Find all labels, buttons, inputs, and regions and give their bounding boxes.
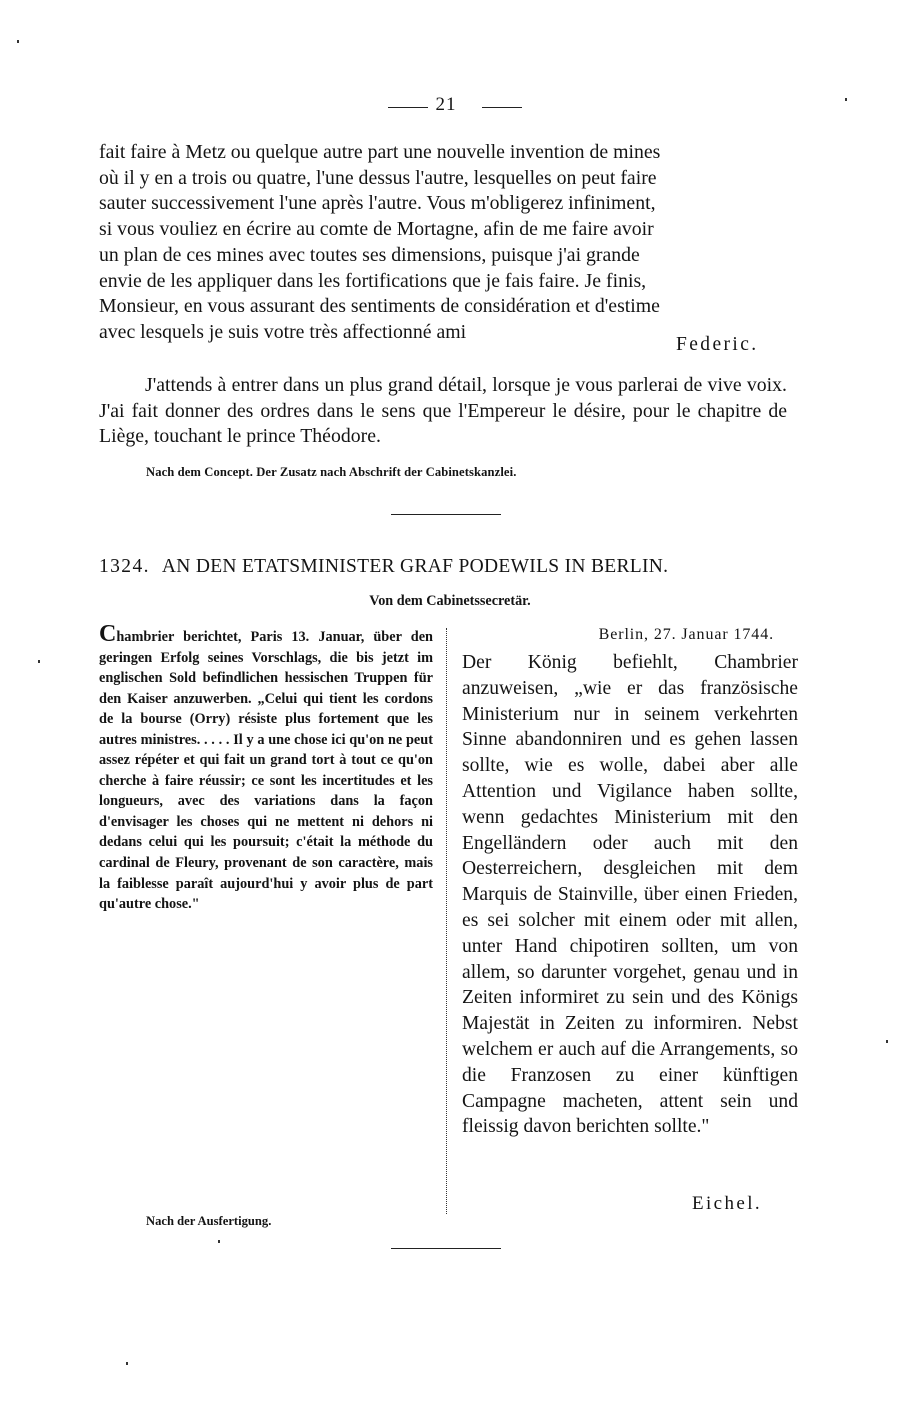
- letter-line: sauter successivement l'une après l'autre. Vous m'obligerez infiniment,: [99, 192, 656, 215]
- letter-line: un plan de ces mines avec toutes ses dimensions, puisque j'ai grande: [99, 243, 640, 266]
- running-header: [0, 94, 900, 122]
- summary-text: hambrier berichtet, Paris 13. Januar, über den geringen Erfolg seines Vorschlags, die bis jetzt im englischen Sold befindlichen hessischen Truppen für den Kaiser anzuwerben. „Celui qui tient les cordons de la bourse (Orry) résiste plus fortement que les autres ministres. . . . . Il y a une chose ici qu'on ne peut assez répéter et qui fait un grand tort à tout ce qu'on cherche à faire réussir; ce sont les incertitudes et les longueurs, avec des variations dans la façon d'envisager les choses qui ne mettent ni dehors ni dedans celui qui les poursuit; c'était la méthode du cardinal de Fleury, provenant de son caractère, mais la faiblesse paraît aujourd'hui y avoir plus de part qu'autre chose.": [99, 629, 433, 913]
- letter-line: où il y en a trois ou quatre, l'une dessus l'autre, lesquelles on peut faire: [99, 166, 657, 189]
- summary-column: [99, 621, 433, 915]
- print-speck: [845, 98, 847, 101]
- section-separator: [391, 514, 501, 515]
- source-note: Nach dem Concept. Der Zusatz nach Abschrift der Cabinetskanzlei.: [146, 465, 517, 479]
- document-heading: [99, 556, 799, 578]
- header-rule-right: [482, 107, 522, 108]
- document-title: AN DEN ETATSMINISTER GRAF PODEWILS IN BERLIN.: [161, 556, 669, 577]
- letter-signature: Federic.: [676, 334, 759, 355]
- print-speck: [218, 1240, 220, 1243]
- letter-line: fait faire à Metz ou quelque autre part une nouvelle invention de mines: [99, 141, 661, 163]
- end-separator: [391, 1248, 501, 1249]
- source-note-2: Nach der Ausfertigung.: [146, 1214, 272, 1228]
- page-number: 21: [435, 94, 457, 115]
- letter-line: Monsieur, en vous assurant des sentiments de considération et d'estime: [99, 295, 660, 318]
- summary-initial: C: [99, 621, 117, 647]
- document-number: 1324.: [99, 556, 150, 577]
- main-text: Der König befiehlt, Chambrier anzuweisen, „wie er das französische Ministerium nur in seinem verkehrten Sinne abandonniren und es gehen lassen sollte, wie es wolle, dabei aber alle Attention und Vigilance haben sollte, wenn gedachtes Ministerium mit den Engelländern oder auch mit den Oesterreichern, desgleichen mit dem Marquis de Stainville, über einen Frieden, es sei solcher mit einem oder mit allen, unter Hand chipotiren sollten, um von allem, so darunter vorgehet, genau und in Zeiten informiret zu sein und des Königs Majestät in Zeiten zu informiren. Nebst welchem er auch auf die Arrangements, so die Franzosen zu einer künftigen Campagne macheten, attent sein und fleissig davon berichten sollte.": [462, 652, 798, 1138]
- postscript: J'attends à entrer dans un plus grand détail, lorsque je vous parlerai de vive voix. J'ai fait donner des ordres dans le sens que l'Empereur le désire, pour le chapitre de Liège, touchant le prince Théodore.: [99, 374, 787, 448]
- column-divider: [446, 628, 447, 1214]
- print-speck: [126, 1362, 128, 1365]
- dateline: Berlin, 27. Januar 1744.: [598, 626, 774, 643]
- print-speck: [17, 40, 19, 43]
- document-subtitle: Von dem Cabinetssecretär.: [369, 593, 531, 609]
- signoff: Eichel.: [692, 1193, 763, 1214]
- letter-line: envie de les appliquer dans les fortifications que je fais faire. Je finis,: [99, 269, 647, 292]
- print-speck: [886, 1040, 888, 1043]
- letter-line: si vous vouliez en écrire au comte de Mortagne, afin de me faire avoir: [99, 218, 654, 241]
- letter-continuation: [99, 140, 774, 346]
- letter-line: avec lesquels je suis votre très affectionné ami: [99, 320, 467, 343]
- print-speck: [38, 660, 40, 663]
